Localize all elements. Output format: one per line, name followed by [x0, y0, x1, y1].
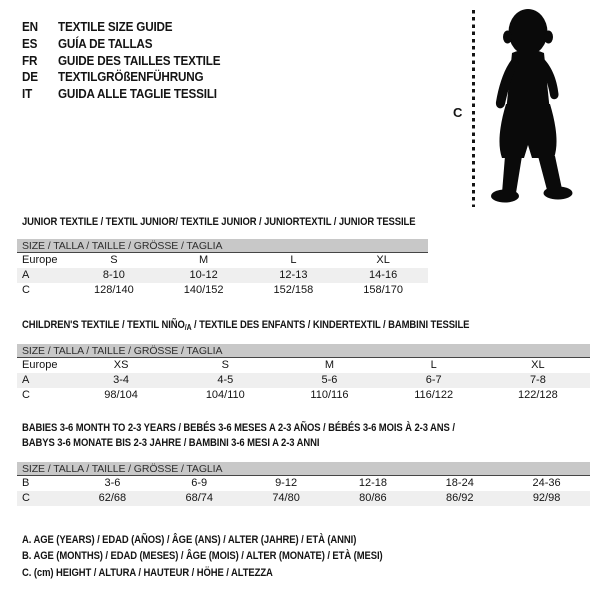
- section-title-children: [22, 318, 469, 335]
- table-cell: 6-9: [191, 477, 208, 489]
- row-label: Europe: [22, 254, 58, 266]
- table-cell: 122/128: [518, 389, 558, 401]
- footnote-a: A. AGE (YEARS) / EDAD (AÑOS) / ÂGE (ANS) / ALTER (JAHRE) / ETÀ (ANNI): [22, 534, 357, 546]
- table-body: [17, 476, 590, 506]
- row-label: A: [22, 269, 30, 281]
- language-code: IT: [22, 86, 33, 102]
- table-cell: M: [199, 254, 209, 266]
- language-code: ES: [22, 35, 38, 51]
- language-code: FR: [22, 52, 38, 68]
- table-cell: M: [324, 359, 335, 371]
- table-cell: 128/140: [93, 284, 134, 296]
- table-cell: 18-24: [445, 477, 474, 489]
- section-title-text: CHILDREN'S TEXTILE / TEXTIL NIÑO: [22, 319, 185, 331]
- table-cell: 116/122: [414, 389, 454, 401]
- table-cell: 98/104: [104, 389, 138, 401]
- table-row: [17, 476, 590, 491]
- table-header-row: [17, 358, 590, 373]
- table-cell: 80/86: [359, 492, 387, 504]
- children-size-table: [17, 344, 590, 403]
- section-title-junior: JUNIOR TEXTILE / TEXTIL JUNIOR/ TEXTILE JUNIOR / JUNIORTEXTIL / JUNIOR TESSILE: [22, 216, 416, 228]
- table-cell: 104/110: [205, 389, 245, 401]
- table-cell: 12-18: [358, 477, 387, 489]
- babies-size-table: [17, 462, 590, 506]
- row-label: C: [22, 284, 30, 296]
- language-code: DE: [22, 69, 38, 85]
- height-measure-dashed-line: [472, 10, 475, 207]
- table-cell: 68/74: [185, 492, 213, 504]
- table-cell: 3-6: [104, 477, 121, 489]
- table-row: [17, 268, 428, 283]
- row-label: Europe: [22, 359, 58, 371]
- table-cell: 74/80: [272, 492, 300, 504]
- section-title-babies: [22, 421, 525, 451]
- table-cell: 3-4: [113, 374, 130, 386]
- table-body: [17, 358, 590, 403]
- table-cell: L: [430, 359, 437, 371]
- language-title: TEXTILGRÖßENFÜHRUNG: [58, 69, 204, 85]
- table-cell: S: [221, 359, 229, 371]
- table-cell: 92/98: [532, 492, 561, 504]
- table-cell: 10-12: [189, 269, 218, 281]
- table-row: [17, 491, 590, 506]
- table-cell: XL: [376, 254, 390, 266]
- table-cell: 8-10: [102, 269, 125, 281]
- junior-size-table: [17, 239, 428, 298]
- language-title: GUÍA DE TALLAS: [58, 35, 153, 51]
- table-cell: 62/68: [98, 492, 127, 504]
- row-label: C: [22, 389, 30, 401]
- table-cell: 86/92: [445, 492, 474, 504]
- table-cell: 4-5: [217, 374, 234, 386]
- table-cell: L: [290, 254, 297, 266]
- table-cell: 152/158: [273, 284, 314, 296]
- row-label: A: [22, 374, 30, 386]
- language-code: EN: [22, 19, 38, 34]
- size-header-bar: SIZE / TALLA / TAILLE / GRÖSSE / TAGLIA: [17, 344, 590, 358]
- row-label: C: [22, 492, 30, 504]
- section-title-text: / TEXTILE DES ENFANTS / KINDERTEXTIL / BAMBINI TESSILE: [191, 319, 470, 331]
- table-row: [17, 283, 428, 298]
- table-cell: 110/116: [310, 389, 349, 401]
- footnote-c: C. (cm) HEIGHT / ALTURA / HAUTEUR / HÖHE / ALTEZZA: [22, 566, 273, 579]
- section-title-line: BABIES 3-6 MONTH TO 2-3 YEARS / BEBÉS 3-6 MESES A 2-3 AÑOS / BÉBÉS 3-6 MOIS À 2-3 ANS /: [22, 422, 455, 434]
- footnotes: [22, 532, 441, 581]
- baby-silhouette-icon: [483, 6, 589, 207]
- size-header-bar: SIZE / TALLA / TAILLE / GRÖSSE / TAGLIA: [17, 462, 590, 476]
- table-cell: 6-7: [425, 374, 442, 386]
- footnote-b: B. AGE (MONTHS) / EDAD (MESES) / ÂGE (MOIS) / ALTER (MONATE) / ETÀ (MESI): [22, 550, 383, 563]
- section-title-line: BABYS 3-6 MONATE BIS 2-3 JAHRE / BAMBINI 3-6 MESI A 2-3 ANNI: [22, 437, 320, 449]
- size-header-bar: SIZE / TALLA / TAILLE / GRÖSSE / TAGLIA: [17, 239, 428, 253]
- table-body: [17, 253, 428, 298]
- table-cell: 7-8: [529, 374, 546, 386]
- table-header-row: [17, 253, 428, 268]
- table-cell: 14-16: [369, 269, 398, 281]
- row-label: B: [22, 477, 30, 489]
- language-title-list: [22, 19, 220, 103]
- measure-label-c: C: [453, 105, 463, 120]
- table-row: [17, 373, 590, 388]
- table-cell: 158/170: [363, 284, 403, 296]
- table-cell: 24-36: [532, 477, 561, 489]
- language-title: GUIDE DES TAILLES TEXTILE: [58, 52, 221, 68]
- table-cell: 12-13: [279, 269, 308, 281]
- language-title: GUIDA ALLE TAGLIE TESSILI: [58, 86, 217, 102]
- table-cell: 140/152: [183, 284, 224, 296]
- table-cell: 9-12: [275, 477, 298, 489]
- table-cell: 5-6: [321, 374, 338, 386]
- language-title: TEXTILE SIZE GUIDE: [58, 19, 173, 34]
- table-cell: S: [110, 254, 118, 266]
- table-row: [17, 388, 590, 403]
- table-cell: XL: [531, 359, 545, 371]
- table-cell: XS: [113, 359, 129, 371]
- section-title-subscript: /A: [184, 323, 192, 332]
